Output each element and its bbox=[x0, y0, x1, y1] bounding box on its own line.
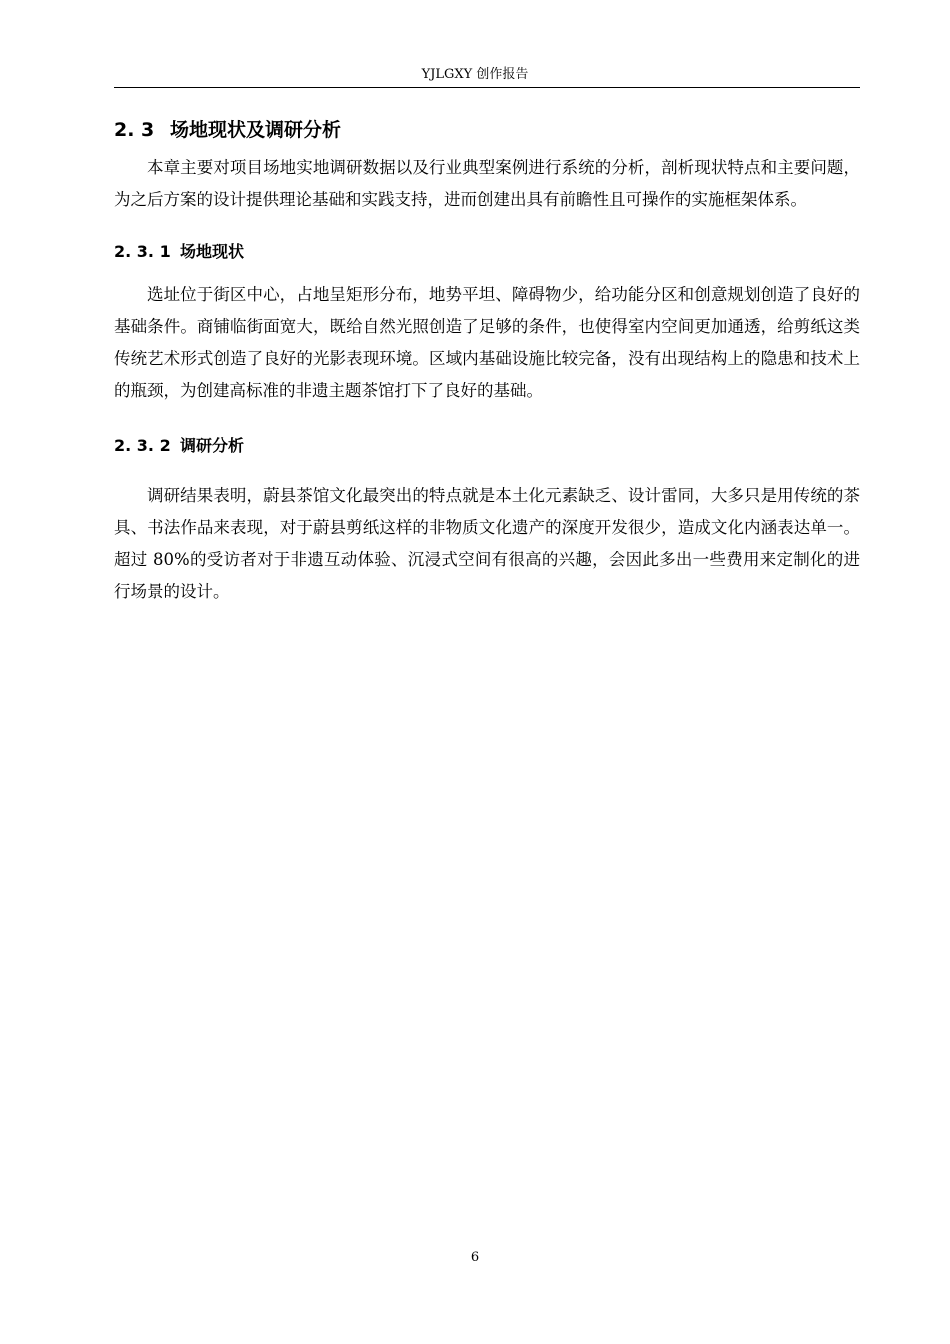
subsection-title: 场地现状 bbox=[180, 242, 245, 261]
page-content bbox=[114, 112, 860, 608]
subsection-heading-2 bbox=[114, 432, 860, 460]
section-title: 场地现状及调研分析 bbox=[170, 119, 342, 141]
subsection-paragraph-2: 调研结果表明，蔚县茶馆文化最突出的特点就是本土化元素缺乏、设计雷同，大多只是用传统的茶具、书法作品来表现，对于蔚县剪纸这样的非物质文化遗产的深度开发很少，造成文化内涵表达单一。超过 80%的受访者对于非遗互动体验、沉浸式空间有很高的兴趣，会因此多出一些费用来定制化的进行场景的设计。 bbox=[114, 486, 860, 601]
section-intro-paragraph: 本章主要对项目场地实地调研数据以及行业典型案例进行系统的分析，剖析现状特点和主要问题，为之后方案的设计提供理论基础和实践支持，进而创建出具有前瞻性且可操作的实施框架体系。 bbox=[114, 158, 860, 209]
subsection-paragraph-1: 选址位于街区中心，占地呈矩形分布，地势平坦、障碍物少，给功能分区和创意规划创造了良好的基础条件。商铺临街面宽大，既给自然光照创造了足够的条件，也使得室内空间更加通透，给剪纸这类传统艺术形式创造了良好的光影表现环境。区域内基础设施比较完备，没有出现结构上的隐患和技术上的瓶颈，为创建高标准的非遗主题茶馆打下了良好的基础。 bbox=[114, 285, 860, 400]
page-number: 6 bbox=[470, 1250, 480, 1265]
section-number: 2. 3 bbox=[114, 119, 155, 141]
section-heading bbox=[114, 112, 860, 148]
header-rule bbox=[114, 87, 860, 88]
subsection-heading-1 bbox=[114, 238, 860, 266]
subsection-title: 调研分析 bbox=[180, 436, 245, 455]
running-header: YJLGXY 创作报告 bbox=[421, 67, 529, 82]
subsection-number: 2. 3. 1 bbox=[114, 242, 171, 261]
subsection-number: 2. 3. 2 bbox=[114, 436, 171, 455]
